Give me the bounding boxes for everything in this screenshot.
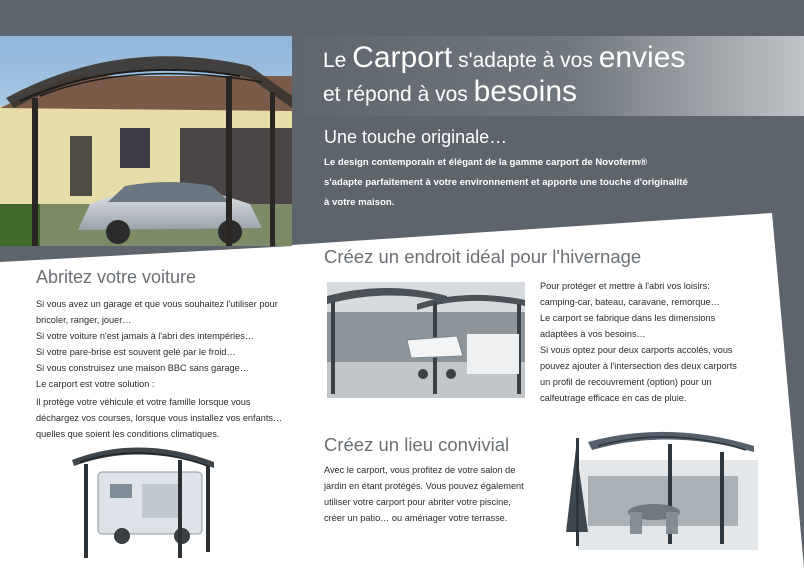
text-line: déchargez vos courses, lorsque vous installez vos enfants…	[36, 413, 283, 423]
hivernage-heading: Créez un endroit idéal pour l'hivernage	[324, 246, 642, 267]
text-line: pouvez ajouter à l'intersection des deux carports	[540, 361, 737, 371]
intro-text	[324, 153, 710, 213]
text-line: calfeutrage efficace en cas de pluie.	[540, 393, 687, 403]
intro-heading: Une touche originale…	[324, 127, 508, 147]
text-line: Pour protéger et mettre à l'abri vos loisirs:	[540, 281, 710, 291]
text-line: Si vous construisez une maison BBC sans garage…	[36, 363, 249, 373]
text-line: Si vous optez pour deux carports accolés, vous	[540, 345, 733, 355]
text-line: utiliser votre carport pour abriter votre piscine,	[324, 497, 511, 507]
text-line: un profil de recouvrement (option) pour un	[540, 377, 712, 387]
intro-line: s'adapte parfaitement à votre environnement et apporte une touche d'originalité	[324, 177, 688, 188]
photo-carport-terrace	[558, 420, 758, 550]
text-line: créer un patio… ou aménager votre terrasse.	[324, 513, 508, 523]
text-line: Si votre voiture n'est jamais à l'abri des intempéries…	[36, 331, 254, 341]
text-line: adaptées à vos besoins…	[540, 329, 646, 339]
text-line: jardin en étant protégés. Vous pouvez également	[324, 481, 524, 491]
header-title-line2: et répond à vos besoins	[323, 75, 578, 108]
abritez-heading: Abritez votre voiture	[36, 267, 197, 287]
text-line: camping-car, bateau, caravane, remorque…	[540, 297, 720, 307]
convivial-text	[324, 462, 544, 526]
photo-double-carport-boat	[327, 282, 525, 398]
text-line: Le carport se fabrique dans les dimensions	[540, 313, 716, 323]
top-band	[0, 0, 804, 36]
header-title	[323, 42, 685, 110]
photo-carport-camping-car	[70, 438, 218, 560]
intro-line: Le design contemporain et élégant de la gamme carport de Novoferm®	[324, 157, 648, 168]
header-title-line1: Le Carport s'adapte à vos envies	[323, 41, 686, 74]
text-line: Il protège votre véhicule et votre famille lorsque vous	[36, 397, 251, 407]
text-line: Si votre pare-brise est souvent gelé par le froid…	[36, 347, 236, 357]
hivernage-text	[540, 278, 758, 406]
text-line: Le carport est votre solution :	[36, 379, 155, 389]
hero-photo-carport-car	[0, 36, 292, 246]
text-line: Si vous avez un garage et que vous souhaitez l'utiliser pour	[36, 299, 278, 309]
abritez-text	[36, 296, 294, 442]
convivial-heading: Créez un lieu convivial	[324, 434, 510, 455]
intro-line: à votre maison.	[324, 197, 395, 208]
text-line: Avec le carport, vous profitez de votre salon de	[324, 465, 516, 475]
text-line: bricoler, ranger, jouer…	[36, 315, 132, 325]
text-line: quelles que soient les conditions climatiques.	[36, 429, 220, 439]
